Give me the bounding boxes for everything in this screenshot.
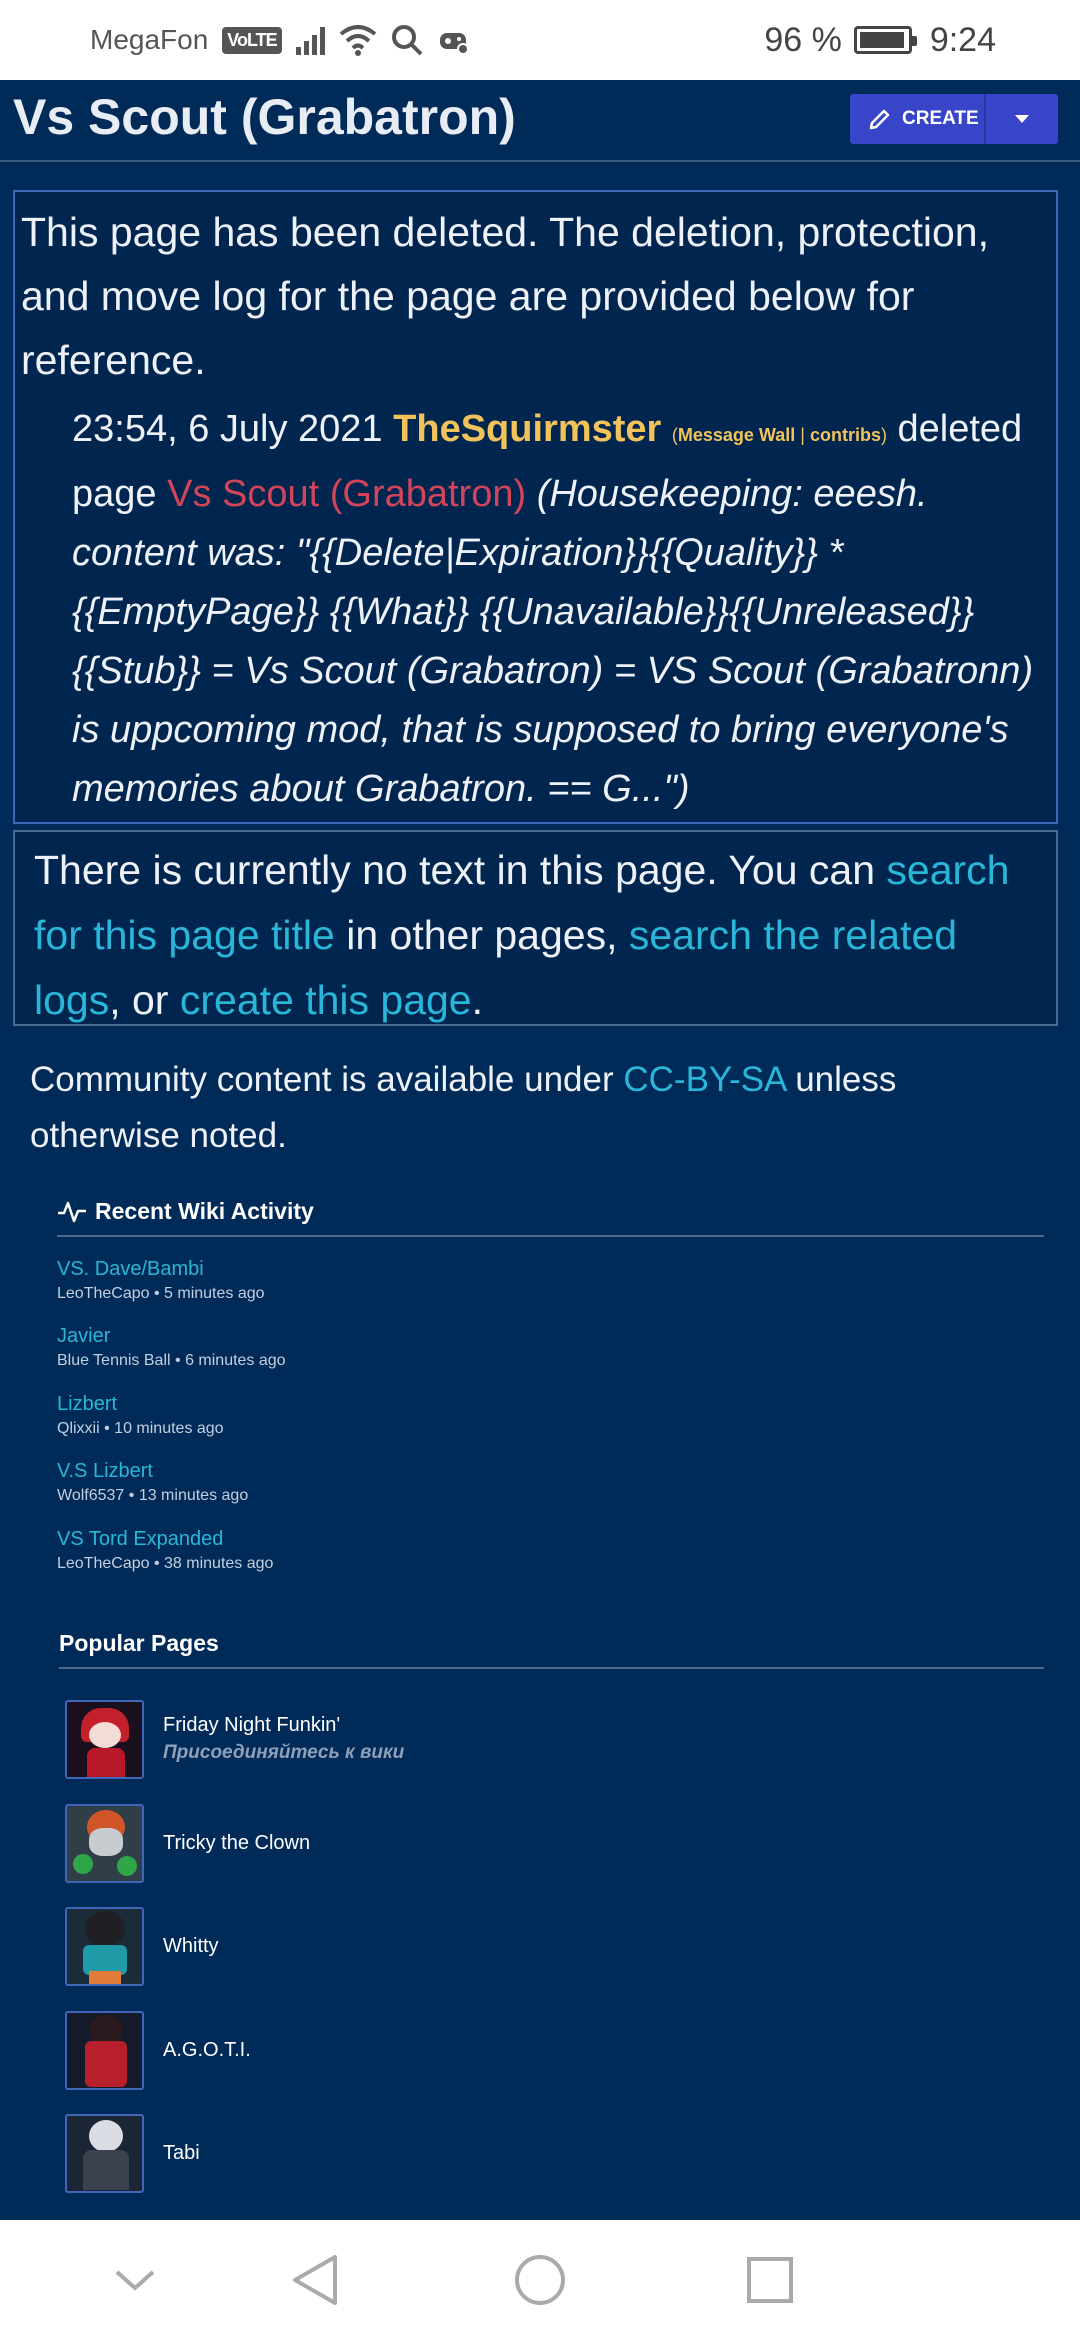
activity-title-link[interactable]: V.S Lizbert — [57, 1460, 153, 1482]
carrier-name: MegaFon — [90, 24, 209, 55]
activity-title-link[interactable]: Javier — [57, 1325, 111, 1347]
activity-title-link[interactable]: VS. Dave/Bambi — [57, 1258, 204, 1280]
status-right — [764, 0, 996, 80]
popular-page-item[interactable] — [65, 2113, 965, 2193]
activity-icon — [57, 1199, 87, 1225]
popular-page-item[interactable] — [65, 1699, 965, 1779]
search-title-link[interactable]: search for this page title — [34, 847, 1010, 958]
activity-dot: • — [170, 1352, 186, 1369]
activity-dot: • — [149, 1555, 165, 1572]
pencil-icon — [868, 107, 892, 131]
notext-end: . — [471, 977, 484, 1023]
user-tools — [672, 425, 887, 445]
popular-page-title: Friday Night Funkin' — [163, 1714, 341, 1736]
activity-item — [57, 1323, 957, 1373]
popular-page-title: Tricky the Clown — [163, 1832, 311, 1854]
user-link[interactable]: TheSquirmster — [393, 408, 662, 450]
popular-page-item[interactable] — [65, 1906, 965, 1986]
battery-icon — [854, 26, 912, 54]
recents-square-icon — [745, 2255, 795, 2305]
page-thumbnail — [65, 2114, 144, 2193]
popular-pages-title: Popular Pages — [59, 1630, 219, 1656]
deletion-log-entry — [72, 400, 1047, 819]
notext-mid: in other pages, — [334, 912, 629, 958]
activity-time: 13 minutes ago — [138, 1487, 249, 1504]
activity-user[interactable]: LeoTheCapo — [57, 1285, 150, 1302]
create-dropdown-button[interactable] — [986, 115, 1058, 123]
status-bar — [0, 0, 1080, 80]
activity-dot: • — [99, 1420, 115, 1437]
recent-activity-title: Recent Wiki Activity — [95, 1198, 314, 1224]
activity-dot: • — [149, 1285, 165, 1302]
page-thumbnail — [65, 1700, 144, 1779]
popular-page-item[interactable] — [65, 2010, 965, 2090]
chevron-down-icon — [113, 2266, 157, 2294]
caret-down-icon — [1015, 115, 1029, 123]
home-circle-icon — [513, 2253, 567, 2307]
wifi-icon — [339, 24, 377, 56]
activity-item — [57, 1526, 957, 1576]
create-label: CREATE — [902, 108, 979, 129]
activity-user[interactable]: Qlixxii — [57, 1420, 100, 1437]
activity-user[interactable]: LeoTheCapo — [57, 1555, 150, 1572]
message-wall-link[interactable]: Message Wall — [677, 425, 796, 445]
license-pre: Community content is available under — [30, 1060, 624, 1099]
recent-activity-heading — [57, 1198, 1044, 1237]
license-notice — [30, 1052, 1050, 1164]
system-navigation-bar — [0, 2220, 1080, 2340]
page-title: Vs Scout (Grabatron) — [13, 89, 516, 145]
volte-badge: VoLTE — [222, 27, 281, 54]
activity-item — [57, 1256, 957, 1306]
page-thumbnail — [65, 1804, 144, 1883]
nav-back-button[interactable] — [280, 2220, 350, 2340]
paren-close: ) — [880, 425, 887, 445]
back-triangle-icon — [291, 2253, 339, 2307]
activity-title-link[interactable]: VS Tord Expanded — [57, 1528, 224, 1550]
page-thumbnail — [65, 1907, 144, 1986]
popular-pages-heading — [59, 1630, 1044, 1669]
log-action: deleted page — [72, 408, 1023, 515]
status-left — [90, 0, 471, 80]
license-post: unless otherwise noted. — [30, 1060, 897, 1155]
activity-user[interactable]: Wolf6537 — [57, 1487, 125, 1504]
no-text-message — [34, 838, 1044, 1033]
search-icon — [391, 24, 423, 56]
create-button-group — [850, 94, 1058, 144]
activity-time: 10 minutes ago — [114, 1420, 224, 1437]
nav-home-button[interactable] — [505, 2220, 575, 2340]
contribs-link[interactable]: contribs — [809, 425, 881, 445]
activity-time: 5 minutes ago — [164, 1285, 265, 1302]
popular-page-subtitle: Присоединяйтесь к вики — [163, 1742, 405, 1763]
popular-page-title: Tabi — [163, 2142, 200, 2164]
search-logs-link[interactable]: search the related logs — [34, 912, 958, 1023]
deletion-notice — [13, 190, 1058, 824]
popular-page-item[interactable] — [65, 1803, 965, 1883]
deletion-intro: This page has been deleted. The deletion, protection, and move log for the page are provided below for reference. — [21, 209, 989, 383]
activity-item — [57, 1391, 957, 1441]
activity-item — [57, 1458, 957, 1508]
page-header — [0, 80, 1080, 162]
signal-icon — [296, 25, 325, 55]
create-page-link[interactable]: create this page — [179, 977, 472, 1023]
gamepad-icon — [437, 25, 471, 55]
battery-percent: 96 % — [764, 20, 842, 59]
create-button[interactable] — [850, 94, 986, 144]
license-link[interactable]: CC-BY-SA — [623, 1060, 786, 1099]
clock: 9:24 — [929, 20, 996, 59]
notext-or: , or — [109, 977, 180, 1023]
paren-open: ( — [671, 425, 678, 445]
popular-page-title: Whitty — [163, 1935, 219, 1957]
deleted-page-link[interactable]: Vs Scout (Grabatron) — [167, 473, 527, 515]
activity-user[interactable]: Blue Tennis Ball — [57, 1352, 171, 1369]
activity-time: 38 minutes ago — [164, 1555, 274, 1572]
activity-time: 6 minutes ago — [185, 1352, 286, 1369]
no-text-notice — [13, 830, 1058, 1026]
tools-separator: | — [795, 425, 810, 445]
page-thumbnail — [65, 2011, 144, 2090]
activity-title-link[interactable]: Lizbert — [57, 1393, 118, 1415]
notext-pre: There is currently no text in this page. You can — [34, 847, 887, 893]
deletion-comment: (Housekeeping: eeesh. content was: "{{Delete|Expiration}}{{Quality}} * {{EmptyPage}} {{What}} {{Unavailable}}{{Unreleased}} {{Stub}} = Vs Scout (Grabatron) = VS Scout (Grabatronn) is uppcoming mod, that is supposed to bring everyone's memories about Grabatron. == G...") — [72, 473, 1034, 810]
nav-recents-button[interactable] — [735, 2220, 805, 2340]
popular-page-title: A.G.O.T.I. — [163, 2039, 251, 2061]
activity-dot: • — [124, 1487, 139, 1504]
nav-collapse-button[interactable] — [100, 2220, 170, 2340]
log-timestamp: 23:54, 6 July 2021 — [72, 408, 383, 450]
